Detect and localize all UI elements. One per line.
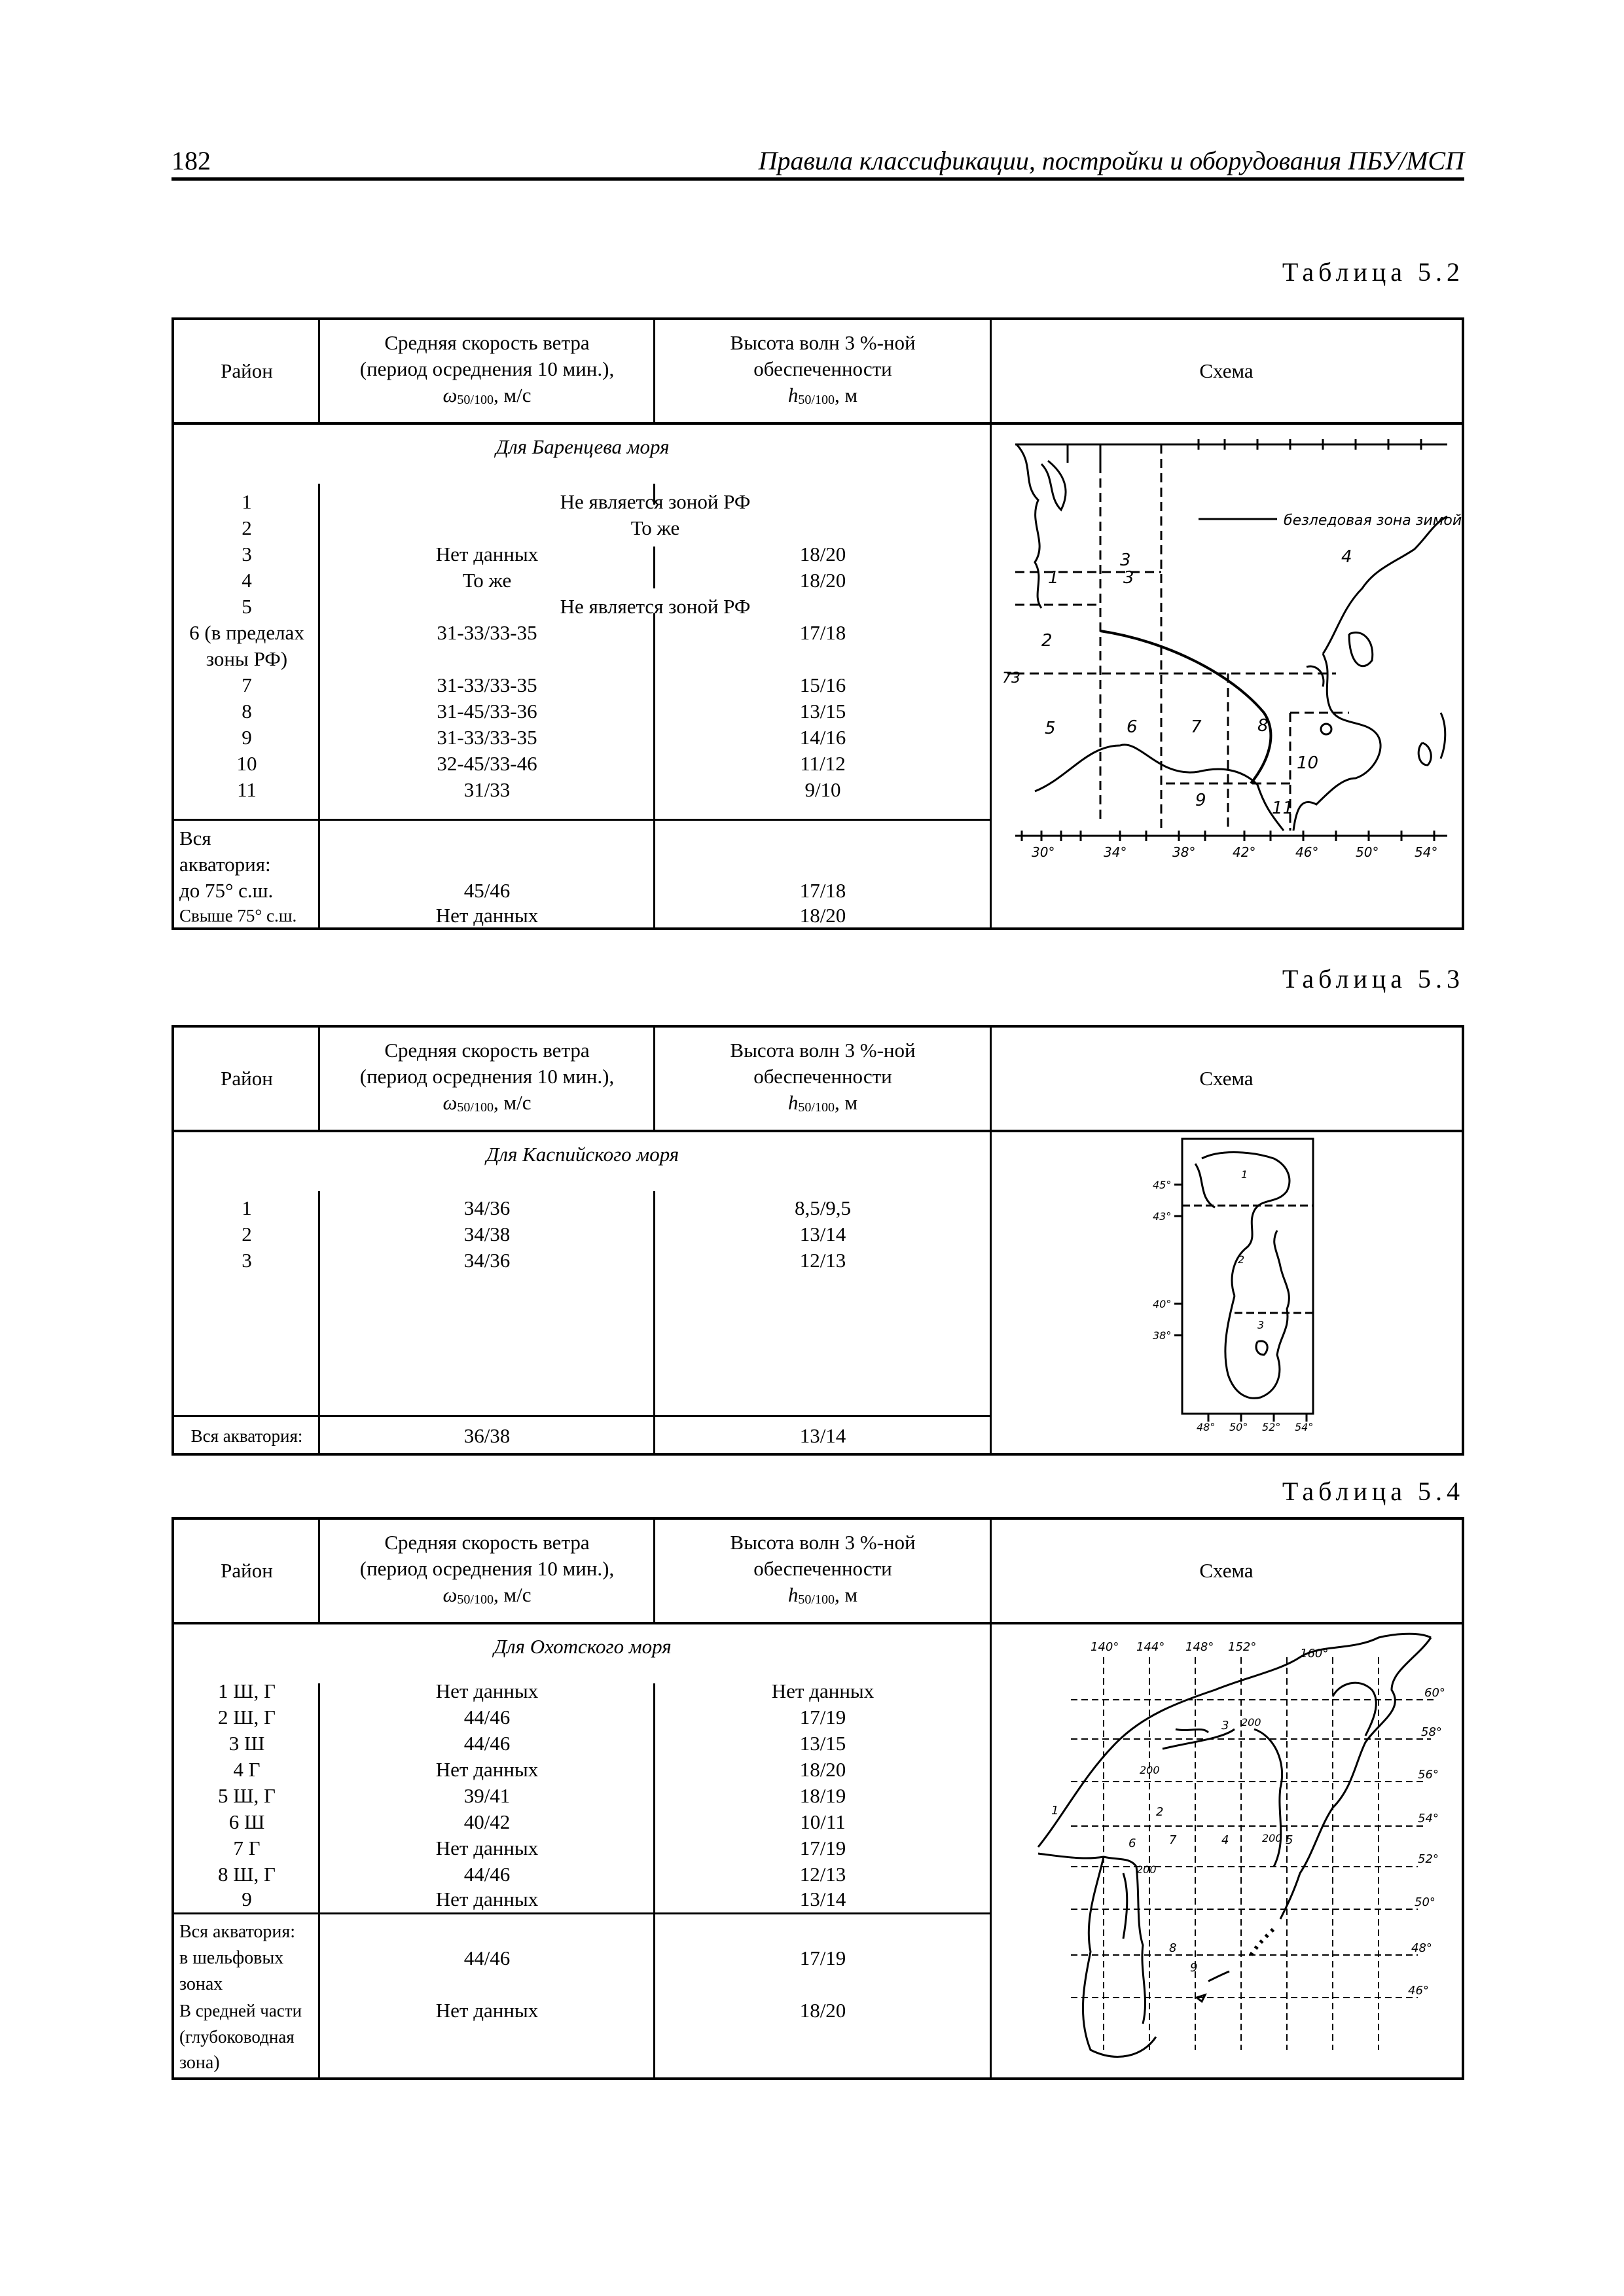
- table-5-2-caption: Таблица 5.2: [1282, 257, 1464, 287]
- row-region: 1: [242, 490, 252, 513]
- total-region: в шельфовых: [179, 1948, 284, 1968]
- svg-text:144°: 144°: [1136, 1640, 1165, 1654]
- row-wind: 32-45/33-46: [437, 752, 537, 775]
- svg-text:8: 8: [1257, 716, 1269, 736]
- total-wind: Нет данных: [435, 904, 539, 927]
- row-wave: 14/16: [799, 726, 846, 749]
- row-span-note: Не является зоной РФ: [560, 595, 751, 618]
- svg-text:54°: 54°: [1418, 1812, 1439, 1825]
- svg-text:3: 3: [1123, 568, 1134, 588]
- table-5-4: [171, 1517, 1464, 2080]
- row-wind: 31-33/33-35: [437, 673, 537, 696]
- total-wind: 45/46: [463, 879, 511, 902]
- row-span-note: Не является зоной РФ: [560, 490, 751, 513]
- sea-title: Для Баренцева моря: [496, 435, 670, 458]
- row-wind: 39/41: [463, 1784, 511, 1807]
- total-wave: 18/20: [799, 1999, 846, 2022]
- table-5-2: [171, 317, 1464, 930]
- row-region: 6 Ш: [228, 1810, 265, 1833]
- row-region: зоны РФ): [206, 647, 288, 670]
- total-wave: 17/18: [799, 879, 846, 902]
- row-region: 5: [242, 595, 252, 618]
- col-wind-header: Средняя скорость ветра (период осреднения 10 мин.), ω50/100, м/с: [359, 1038, 615, 1115]
- svg-text:50°: 50°: [1356, 844, 1379, 860]
- svg-text:7: 7: [1169, 1833, 1177, 1847]
- row-wave: 12/13: [799, 1863, 846, 1886]
- row-region: 2: [242, 1223, 252, 1246]
- row-wave: 15/16: [799, 673, 846, 696]
- row-wave: 17/19: [799, 1837, 846, 1859]
- row-wave: 11/12: [800, 752, 846, 775]
- svg-text:43°: 43°: [1153, 1210, 1172, 1223]
- row-wave: 8,5/9,5: [794, 1196, 852, 1219]
- svg-text:200: 200: [1140, 1764, 1160, 1776]
- svg-text:140°: 140°: [1091, 1640, 1119, 1654]
- total-wave: 13/14: [799, 1424, 846, 1447]
- col-wave-header: Высота волн 3 %-ной обеспеченности h50/100, м: [730, 1530, 916, 1607]
- svg-text:1: 1: [1048, 568, 1059, 588]
- svg-text:46°: 46°: [1295, 844, 1319, 860]
- row-wave: 17/18: [799, 621, 846, 644]
- col-wave-header: Высота волн 3 %-ной обеспеченности h50/100, м: [730, 331, 916, 407]
- row-span-note: То же: [630, 516, 680, 539]
- svg-text:200: 200: [1262, 1832, 1282, 1844]
- total-region: Свыше 75° с.ш.: [179, 906, 297, 925]
- row-wind: 34/38: [463, 1223, 511, 1246]
- row-region: 2 Ш, Г: [218, 1706, 276, 1729]
- row-wind: 31-33/33-35: [437, 621, 537, 644]
- row-region: 7 Г: [233, 1837, 261, 1859]
- row-region: 6 (в пределах: [189, 621, 304, 644]
- total-region: до 75° с.ш.: [179, 879, 274, 902]
- row-wave: 13/14: [799, 1888, 846, 1910]
- row-region: 1 Ш, Г: [218, 1679, 276, 1702]
- svg-text:38°: 38°: [1172, 844, 1196, 860]
- svg-text:8: 8: [1169, 1941, 1177, 1955]
- col-wave-header: Высота волн 3 %-ной обеспеченности h50/100, м: [730, 1038, 916, 1115]
- total-region: (глубоководная: [179, 2027, 295, 2047]
- row-wind: 31-33/33-35: [437, 726, 537, 749]
- row-region: 8 Ш, Г: [218, 1863, 276, 1886]
- running-title: Правила классификации, постройки и оборудования ПБУ/МСП: [758, 146, 1464, 175]
- table-header: [174, 1520, 1462, 1624]
- svg-text:11: 11: [1272, 798, 1294, 818]
- total-region: Вся акватория:: [190, 1426, 303, 1446]
- row-wind: 44/46: [463, 1706, 511, 1729]
- row-region: 7: [242, 673, 252, 696]
- total-region: акватория:: [179, 853, 271, 876]
- svg-text:3: 3: [1257, 1319, 1265, 1331]
- row-wind: 44/46: [463, 1732, 511, 1755]
- total-region: Вся: [179, 827, 211, 850]
- col-region-header: Район: [221, 1067, 273, 1090]
- row-wind: Нет данных: [435, 1888, 539, 1910]
- barents-sea-scheme: [1002, 438, 1462, 870]
- svg-text:60°: 60°: [1424, 1686, 1445, 1700]
- table-header: [174, 1028, 1462, 1132]
- total-region: зонах: [179, 1974, 223, 1994]
- table-5-4-caption: Таблица 5.4: [1282, 1477, 1464, 1506]
- row-region: 1: [242, 1196, 252, 1219]
- svg-text:58°: 58°: [1421, 1725, 1442, 1739]
- svg-text:1: 1: [1241, 1168, 1248, 1181]
- table-header: [174, 320, 1462, 425]
- svg-text:50°: 50°: [1415, 1895, 1435, 1909]
- svg-text:5: 5: [1045, 719, 1056, 738]
- svg-text:10: 10: [1297, 753, 1319, 773]
- row-wave: 13/14: [799, 1223, 846, 1246]
- row-wind: 40/42: [463, 1810, 511, 1833]
- row-wave: 17/19: [799, 1706, 846, 1729]
- svg-text:4: 4: [1341, 547, 1352, 567]
- map-legend: безледовая зона зимой: [1284, 512, 1462, 529]
- row-wind: 34/36: [463, 1196, 511, 1219]
- page-number: 182: [171, 146, 211, 175]
- total-region: Вся акватория:: [179, 1922, 296, 1942]
- total-wave: 17/19: [799, 1946, 846, 1969]
- row-wave: 10/11: [800, 1810, 846, 1833]
- total-region: зона): [179, 2053, 220, 2073]
- table-5-3-caption: Таблица 5.3: [1282, 964, 1464, 994]
- row-region: 3 Ш: [228, 1732, 265, 1755]
- svg-text:2: 2: [1156, 1805, 1164, 1819]
- okhotsk-sea-scheme: [1025, 1631, 1457, 2076]
- svg-text:40°: 40°: [1153, 1298, 1172, 1310]
- svg-text:3: 3: [1120, 550, 1131, 570]
- row-wave: 18/20: [799, 543, 846, 565]
- total-wind: 36/38: [463, 1424, 511, 1447]
- row-region: 2: [242, 516, 252, 539]
- row-region: 4: [242, 569, 252, 592]
- total-wind: 44/46: [463, 1946, 511, 1969]
- row-wind: 34/36: [463, 1249, 511, 1272]
- row-region: 9: [242, 726, 252, 749]
- svg-text:56°: 56°: [1418, 1768, 1439, 1782]
- total-wind: Нет данных: [435, 1999, 539, 2022]
- row-wave: 12/13: [799, 1249, 846, 1272]
- col-scheme-header: Схема: [1199, 359, 1254, 382]
- svg-text:45°: 45°: [1153, 1179, 1172, 1191]
- svg-text:2: 2: [1238, 1253, 1245, 1266]
- svg-text:2: 2: [1041, 631, 1053, 651]
- svg-text:152°: 152°: [1228, 1640, 1257, 1654]
- svg-text:52°: 52°: [1262, 1421, 1281, 1433]
- svg-text:46°: 46°: [1408, 1984, 1429, 1998]
- col-region-header: Район: [221, 359, 273, 382]
- sea-title: Для Каспийского моря: [486, 1143, 679, 1166]
- svg-text:1: 1: [1051, 1804, 1059, 1818]
- svg-text:200: 200: [1241, 1716, 1261, 1729]
- row-region: 3: [242, 1249, 252, 1272]
- total-region: В средней части: [179, 2001, 302, 2020]
- svg-text:38°: 38°: [1153, 1329, 1172, 1342]
- col-wind-header: Средняя скорость ветра (период осреднения 10 мин.), ω50/100, м/с: [359, 1530, 615, 1607]
- sea-title: Для Охотского моря: [494, 1635, 672, 1658]
- svg-text:52°: 52°: [1418, 1852, 1439, 1866]
- svg-text:42°: 42°: [1233, 844, 1256, 860]
- row-wind: Нет данных: [435, 543, 539, 565]
- row-wind: 44/46: [463, 1863, 511, 1886]
- row-wave: 18/20: [799, 569, 846, 592]
- col-region-header: Район: [221, 1559, 273, 1582]
- col-scheme-header: Схема: [1199, 1067, 1254, 1090]
- svg-text:9: 9: [1190, 1961, 1198, 1975]
- row-region: 11: [237, 778, 257, 801]
- row-wind: То же: [462, 569, 512, 592]
- svg-text:5: 5: [1286, 1833, 1293, 1847]
- caspian-sea-scheme: [1143, 1132, 1326, 1433]
- row-wave: Нет данных: [771, 1679, 875, 1702]
- svg-text:160°: 160°: [1300, 1647, 1329, 1660]
- svg-text:50°: 50°: [1229, 1421, 1248, 1433]
- row-wave: 13/15: [799, 700, 846, 723]
- svg-text:30°: 30°: [1032, 844, 1055, 860]
- row-region: 4 Г: [233, 1758, 261, 1781]
- svg-text:48°: 48°: [1411, 1941, 1432, 1955]
- table-5-3: [171, 1025, 1464, 1456]
- row-wave: 18/20: [799, 1758, 846, 1781]
- svg-text:7: 7: [1191, 717, 1202, 737]
- svg-text:48°: 48°: [1197, 1421, 1216, 1433]
- svg-text:54°: 54°: [1415, 844, 1438, 860]
- row-wave: 13/15: [799, 1732, 846, 1755]
- svg-text:34°: 34°: [1104, 844, 1127, 860]
- svg-text:6: 6: [1128, 1837, 1136, 1850]
- row-wind: 31-45/33-36: [437, 700, 537, 723]
- svg-text:4: 4: [1221, 1833, 1229, 1847]
- svg-text:148°: 148°: [1185, 1640, 1214, 1654]
- row-wind: Нет данных: [435, 1679, 539, 1702]
- svg-text:73: 73: [1002, 670, 1020, 687]
- header-rule: [171, 177, 1464, 181]
- row-region: 10: [236, 752, 257, 775]
- row-region: 9: [242, 1888, 252, 1910]
- svg-text:3: 3: [1221, 1719, 1229, 1732]
- svg-text:6: 6: [1127, 717, 1138, 737]
- total-wave: 18/20: [799, 904, 846, 927]
- row-wind: Нет данных: [435, 1837, 539, 1859]
- row-region: 3: [242, 543, 252, 565]
- col-wind-header: Средняя скорость ветра (период осреднения 10 мин.), ω50/100, м/с: [359, 331, 615, 407]
- svg-text:200: 200: [1136, 1863, 1157, 1876]
- row-region: 8: [242, 700, 252, 723]
- svg-text:9: 9: [1195, 791, 1206, 810]
- row-wave: 18/19: [799, 1784, 846, 1807]
- row-region: 5 Ш, Г: [218, 1784, 276, 1807]
- row-wave: 9/10: [804, 778, 841, 801]
- row-wind: Нет данных: [435, 1758, 539, 1781]
- svg-text:54°: 54°: [1295, 1421, 1314, 1433]
- row-wind: 31/33: [463, 778, 511, 801]
- col-scheme-header: Схема: [1199, 1559, 1254, 1582]
